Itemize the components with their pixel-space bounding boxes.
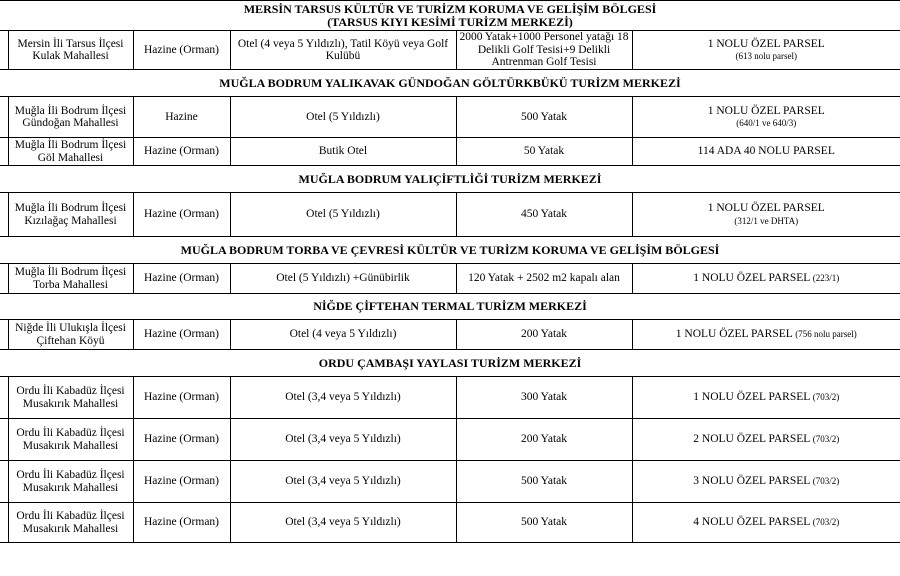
section-header-row [0, 294, 900, 320]
table-row [0, 138, 900, 166]
parcel-label: 1 NOLU ÖZEL PARSEL [693, 272, 810, 285]
owner-cell: Hazine (Orman) [133, 419, 230, 461]
table-row [0, 264, 900, 294]
capacity-cell: 2000 Yatak+1000 Personel yatağı 18 Delikli Golf Tesisi+9 Delikli Antrenman Golf Tesisi [456, 31, 632, 70]
table-row [0, 461, 900, 503]
section-header-row [0, 70, 900, 97]
location-cell: Muğla İli Bodrum İlçesi Kızılağaç Mahallesi [8, 193, 133, 237]
parcel-label: 1 NOLU ÖZEL PARSEL [707, 202, 825, 214]
owner-cell: Hazine (Orman) [133, 31, 230, 70]
use-cell: Otel (4 veya 5 Yıldızlı) [230, 320, 456, 350]
table-row [0, 320, 900, 350]
parcel-label: 1 NOLU ÖZEL PARSEL [707, 37, 825, 50]
parcel-cell [632, 320, 900, 350]
table-row [0, 419, 900, 461]
capacity-cell: 200 Yatak [456, 419, 632, 461]
parcel-cell [632, 193, 900, 237]
owner-cell: Hazine [133, 97, 230, 138]
location-cell: Ordu İli Kabadüz İlçesi Musakırık Mahallesi [8, 461, 133, 503]
parcel-note: (756 nolu parsel) [795, 329, 857, 340]
parcel-label: 4 NOLU ÖZEL PARSEL [693, 516, 810, 529]
section-title-text: NİĞDE ÇİFTEHAN TERMAL TURİZM MERKEZİ [313, 299, 587, 314]
capacity-cell: 50 Yatak [456, 138, 632, 166]
capacity-cell: 120 Yatak + 2502 m2 kapalı alan [456, 264, 632, 294]
parcel-note: (703/2) [812, 476, 840, 487]
owner-cell: Hazine (Orman) [133, 503, 230, 543]
use-cell: Otel (4 veya 5 Yıldızlı), Tatil Köyü veya Golf Kulübü [230, 31, 456, 70]
table-row [0, 31, 900, 70]
section-title [0, 294, 900, 320]
use-cell: Otel (5 Yıldızlı) [230, 97, 456, 138]
parcel-label: 1 NOLU ÖZEL PARSEL [707, 104, 825, 117]
capacity-cell: 500 Yatak [456, 503, 632, 543]
row-marker-cell [0, 377, 8, 419]
section-title-text: MERSİN TARSUS KÜLTÜR VE TURİZM KORUMA VE GELİŞİM BÖLGESİ [243, 2, 657, 16]
parcel-note: (640/1 ve 640/3) [736, 118, 797, 128]
capacity-cell: 500 Yatak [456, 97, 632, 138]
location-cell: Muğla İli Bodrum İlçesi Gündoğan Mahallesi [8, 97, 133, 138]
owner-cell: Hazine (Orman) [133, 138, 230, 166]
use-cell: Otel (3,4 veya 5 Yıldızlı) [230, 419, 456, 461]
section-title-text: ORDU ÇAMBAŞI YAYLASI TURİZM MERKEZİ [318, 355, 582, 370]
section-header-row [0, 237, 900, 264]
parcel-cell [632, 377, 900, 419]
section-header-row [0, 1, 900, 31]
row-marker-cell [0, 31, 8, 70]
parcel-label: 2 NOLU ÖZEL PARSEL [693, 433, 810, 446]
use-cell: Butik Otel [230, 138, 456, 166]
parcel-note: (703/2) [812, 517, 840, 528]
owner-cell: Hazine (Orman) [133, 264, 230, 294]
row-marker-cell [0, 138, 8, 166]
table-row [0, 503, 900, 543]
row-marker-cell [0, 419, 8, 461]
location-cell: Ordu İli Kabadüz İlçesi Musakırık Mahallesi [8, 419, 133, 461]
parcel-note: (703/2) [812, 434, 840, 445]
parcel-cell [632, 461, 900, 503]
parcel-cell [632, 419, 900, 461]
parcel-cell [632, 138, 900, 166]
row-marker-cell [0, 97, 8, 138]
section-title-text: MUĞLA BODRUM YALIKAVAK GÜNDOĞAN GÖLTÜRKBÜKÜ TURİZM MERKEZİ [219, 75, 681, 90]
row-marker-cell [0, 503, 8, 543]
capacity-cell: 450 Yatak [456, 193, 632, 237]
use-cell: Otel (3,4 veya 5 Yıldızlı) [230, 377, 456, 419]
use-cell: Otel (3,4 veya 5 Yıldızlı) [230, 461, 456, 503]
capacity-cell: 500 Yatak [456, 461, 632, 503]
table-row [0, 377, 900, 419]
capacity-cell: 300 Yatak [456, 377, 632, 419]
owner-cell: Hazine (Orman) [133, 193, 230, 237]
table-row [0, 97, 900, 138]
parcel-label: 114 ADA 40 NOLU PARSEL [697, 145, 835, 158]
parcel-cell [632, 97, 900, 138]
section-title-text: MUĞLA BODRUM YALIÇİFTLİĞİ TURİZM MERKEZİ [298, 171, 602, 186]
use-cell: Otel (5 Yıldızlı) [230, 193, 456, 237]
parcel-cell [632, 31, 900, 70]
section-header-row [0, 350, 900, 377]
use-cell: Otel (3,4 veya 5 Yıldızlı) [230, 503, 456, 543]
parcel-label: 1 NOLU ÖZEL PARSEL [675, 328, 793, 341]
section-subtitle-text: (TARSUS KIYI KESİMİ TURİZM MERKEZİ) [327, 14, 573, 29]
location-cell: Muğla İli Bodrum İlçesi Torba Mahallesi [8, 264, 133, 294]
capacity-cell: 200 Yatak [456, 320, 632, 350]
section-title [0, 237, 900, 264]
location-cell: Ordu İli Kabadüz İlçesi Musakırık Mahallesi [8, 377, 133, 419]
parcel-note: (312/1 ve DHTA) [734, 215, 799, 226]
use-cell: Otel (5 Yıldızlı) +Günübirlik [230, 264, 456, 294]
row-marker-cell [0, 320, 8, 350]
parcel-cell [632, 264, 900, 294]
parcel-note: (223/1) [812, 273, 840, 284]
parcel-note: (703/2) [812, 392, 840, 403]
owner-cell: Hazine (Orman) [133, 320, 230, 350]
table-row [0, 193, 900, 237]
parcel-cell [632, 503, 900, 543]
row-marker-cell [0, 193, 8, 237]
parcel-label: 1 NOLU ÖZEL PARSEL [693, 391, 810, 404]
section-title [0, 1, 900, 31]
section-header-row [0, 166, 900, 193]
owner-cell: Hazine (Orman) [133, 377, 230, 419]
location-cell: Niğde İli Ulukışla İlçesi Çiftehan Köyü [8, 320, 133, 350]
row-marker-cell [0, 264, 8, 294]
location-cell: Muğla İli Bodrum İlçesi Göl Mahallesi [8, 138, 133, 166]
owner-cell: Hazine (Orman) [133, 461, 230, 503]
section-title [0, 70, 900, 97]
location-cell: Ordu İli Kabadüz İlçesi Musakırık Mahallesi [8, 503, 133, 543]
section-title [0, 350, 900, 377]
section-title-text: MUĞLA BODRUM TORBA VE ÇEVRESİ KÜLTÜR VE TURİZM KORUMA VE GELİŞİM BÖLGESİ [180, 242, 720, 257]
row-marker-cell [0, 461, 8, 503]
table-body [0, 1, 900, 543]
parcel-note: (613 nolu parsel) [735, 51, 797, 61]
parcel-label: 3 NOLU ÖZEL PARSEL [693, 475, 810, 488]
section-title [0, 166, 900, 193]
location-cell: Mersin İli Tarsus İlçesi Kulak Mahallesi [8, 31, 133, 70]
